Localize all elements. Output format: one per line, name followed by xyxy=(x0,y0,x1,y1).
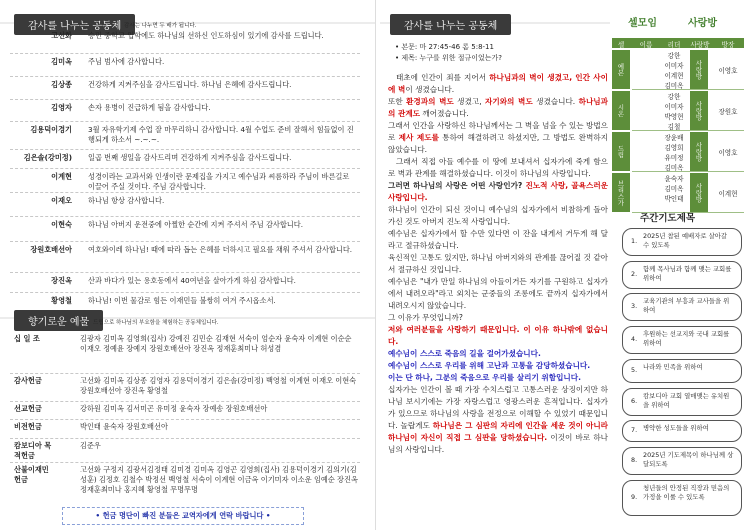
thanks-name: 김미옥 xyxy=(51,57,72,66)
sermon-paragraph xyxy=(388,228,608,252)
cell-member: 이미자 xyxy=(664,103,684,111)
cell-grid-header-cell: 사랑방 xyxy=(690,41,710,49)
offering-footer: • 헌금 명단이 빠진 분들은 교역자에게 연락 바랍니다 • xyxy=(62,507,304,525)
prayer-number: 2. xyxy=(631,270,638,278)
sermon-span: 제사 제도를 xyxy=(398,133,439,142)
cell-member: 박인태 xyxy=(664,195,684,203)
row-divider xyxy=(10,438,360,439)
sermon-paragraph xyxy=(388,312,608,324)
sermon-paragraph xyxy=(388,252,608,276)
thanks-text: 승민 중학교 입학에도 하나님의 선하신 인도하심이 있기에 감사를 드립니다. xyxy=(88,31,324,40)
thanks-section-note: 감사는 나누면 두 배가 됩니다. xyxy=(124,23,197,29)
cell-member: 윤숙자 xyxy=(664,175,684,183)
sermon-paragraph xyxy=(388,96,608,120)
sermon-paragraph xyxy=(388,276,608,312)
sermon-span: 또한 xyxy=(388,97,407,106)
prayer-item xyxy=(622,447,742,475)
thanks-name: 김용덕이경기 xyxy=(30,125,72,134)
sermon-span: 하나님은 그 심판의 자리에 인간을 세운 것이 아니라 하나님이 자신이 직접 그 심판을 당하셨습니다. xyxy=(388,421,608,442)
row-divider xyxy=(10,53,360,54)
prayer-number: 6. xyxy=(631,397,638,405)
prayer-text: 청년들의 안정된 직장과 믿음의 가정을 이룰 수 있도록 xyxy=(643,484,730,501)
prayer-item xyxy=(622,480,742,516)
offering-names: 고선화 김미옥 김상종 김영자 김용덕이경기 김은솔(강미정) 백영철 이계현 이재오 이현숙 장원호배선아 장진옥 황영철 xyxy=(80,376,357,395)
offering-label: 비전헌금 xyxy=(14,422,42,431)
sermon-span: 환경과의 벽도 xyxy=(406,97,454,106)
row-divider xyxy=(10,121,360,122)
sarangbang-name: 사랑방 xyxy=(690,50,708,89)
prayer-item xyxy=(622,326,742,354)
offering-names: 김준우 xyxy=(80,441,101,450)
prayer-item xyxy=(622,228,742,256)
prayer-number: 9. xyxy=(631,493,638,501)
sermon-span: 그러면 하나님의 사랑은 어떤 사랑인가? xyxy=(388,181,526,190)
sermon-span: 이것이 바로 하나님의 사랑입니다. xyxy=(388,433,608,454)
thanks-name: 김은솔(강미정) xyxy=(23,153,72,162)
cell-member: 강한 xyxy=(667,52,681,60)
sermon-span: 깨어졌습니다. xyxy=(420,109,469,118)
cell-group-divider xyxy=(632,171,744,172)
sarangbang-leader: 이영호 xyxy=(718,149,738,157)
prayer-text: 나라와 민족을 위하여 xyxy=(643,363,703,371)
sermon-passage: • 본문: 마 27:45-46 롬 5:8-11 xyxy=(395,43,494,51)
thanks-name: 고선화 xyxy=(51,31,72,40)
cell-group-name: 브리스가 xyxy=(612,173,630,212)
prayer-item xyxy=(622,359,742,383)
row-divider xyxy=(10,401,360,402)
sermon-span: 그래서 직접 아들 예수를 이 땅에 보내셔서 십자가에 죽게 함으로 벽과 관계를 해결하셨습니다. 이것이 하나님의 사랑입니다. xyxy=(388,157,608,178)
row-divider xyxy=(10,272,360,273)
thanks-text: 하나님! 이번 물감로 힘든 이재민들 불쌍히 여겨 주시옵소서. xyxy=(88,296,276,305)
row-divider xyxy=(10,462,360,463)
thanks-section-title: 감사를 나누는 공동체 xyxy=(14,14,135,35)
thanks-name: 이현숙 xyxy=(51,220,72,229)
cell-group-divider xyxy=(632,130,744,131)
offering-label: 선교헌금 xyxy=(14,404,42,413)
sermon-paragraph xyxy=(388,384,608,456)
prayer-item xyxy=(622,388,742,416)
row-divider xyxy=(10,168,360,169)
prayer-text: 캄보디아 교회 열매맺는 유치원을 위하여 xyxy=(643,392,730,409)
offering-label: 감사헌금 xyxy=(14,376,42,385)
sermon-span: 예수님은 십자가에서 할 수만 있다면 이 잔을 내게서 거두게 해 달라고 절규하셨습니다. xyxy=(388,229,608,250)
offering-label: 캄보디아 목적헌금 xyxy=(14,441,52,460)
thanks-text: 여호와이레 하나님! 때에 따라 돕는 은혜를 더하시고 필요를 채워 주셔서 감사합니다. xyxy=(88,245,353,254)
sermon-subject: • 제목: 누구를 위한 절규이었는가? xyxy=(395,54,503,62)
sarangbang-leader: 이영호 xyxy=(718,67,738,75)
thanks-name: 김영자 xyxy=(51,103,72,112)
sermon-body xyxy=(388,72,608,456)
prayer-text: 2025년 기도제목이 하나님께 상달되도록 xyxy=(643,451,734,468)
cell-grid-header-cell: 방장 xyxy=(721,41,735,49)
page-divider xyxy=(375,0,376,530)
row-divider xyxy=(10,149,360,150)
sermon-span: 십자가는 인간이 볼 때 가장 수치스럽고 고통스러운 상징이지만 하나님 보시기에는 가장 자랑스럽고 영광스러운 흔적입니다. 십자가가 있으므로 하나님의 사랑을 전정으로 이해할 수 있었기 때문입니다. 놀랍게도 xyxy=(388,385,608,430)
thanks-text: 손자 용병이 진급하게 됨을 감사합니다. xyxy=(88,103,211,112)
thanks-name: 이재오 xyxy=(51,196,72,205)
prayer-number: 4. xyxy=(631,335,638,343)
sermon-span: 진노적 사랑, 골욕스러운 사랑입니다. xyxy=(388,181,608,202)
prayer-number: 3. xyxy=(631,302,638,310)
thanks-name: 김상종 xyxy=(51,80,72,89)
prayer-number: 7. xyxy=(631,426,638,434)
row-divider xyxy=(10,241,360,242)
prayer-text: 함께 목사님과 함께 맺는 교회를 위하여 xyxy=(643,265,732,282)
cell-member: 김영희 xyxy=(664,144,684,152)
sermon-span: 하나님과의 벽이 생겼고, xyxy=(489,73,573,82)
cell-member: 장윤배 xyxy=(664,134,684,142)
offering-names: 고선화 구정지 김광서김정태 김미경 김미옥 김영곤 김영희(집사) 김용덕이경기 김의기(김성훈) 김정호 김철수 박정선 백영철 서숙이 이계현 이금옥 이기미자 이소운 임예순 장진옥 정재훈최미나 홍지혜 황영철 무명무명 xyxy=(80,465,358,494)
cell-group-name: 예본 xyxy=(612,50,630,89)
prayer-number: 1. xyxy=(631,237,638,245)
prayer-text: 2025년 참된 예배자로 살아갈 수 있도록 xyxy=(643,232,728,249)
thanks-text: 하나님 아버지 운전중에 아찔한 순간에 지켜 주셔서 주님 감사합니다. xyxy=(88,220,303,229)
cell-grid-header xyxy=(612,38,744,48)
row-divider xyxy=(10,373,360,374)
thanks-name: 장진옥 xyxy=(51,276,72,285)
sermon-span: 예수님이 스스로 우리를 위해 고난과 고통을 감당하셨습니다. xyxy=(388,361,591,370)
cell-member: 김철 xyxy=(667,123,681,131)
offering-names: 김광자 김미옥 김영희(집사) 강예진 김민순 김재현 서숙이 엄순자 윤숙자 이계현 이순순 이재오 정예윤 장예지 장원호배선아 장진옥 정재훈최미나 허성겸 xyxy=(80,334,352,353)
offering-label: 산불이재민 헌금 xyxy=(14,465,49,484)
prayer-item xyxy=(622,261,742,289)
sermon-span: 생겼고, xyxy=(453,97,486,106)
prayer-text: 후원하는 선교지와 국내 교회를 위하여 xyxy=(643,330,730,347)
row-divider xyxy=(10,216,360,217)
sermon-span: 이는 단 하나, 그분의 죽음으로 우리를 살리기 위함입니다. xyxy=(388,373,581,382)
cell-member: 이계현 xyxy=(664,72,684,80)
prayer-item xyxy=(622,420,742,442)
cell-group-title: 셀모임 xyxy=(628,18,657,29)
offering-section-title: 향기로운 예물 xyxy=(14,310,103,331)
sermon-paragraph xyxy=(388,348,608,360)
sarangbang-leader: 이계현 xyxy=(718,190,738,198)
prayer-text: 교육기관의 부흥과 교사들을 위하여 xyxy=(643,297,730,314)
thanks-name: 황영철 xyxy=(51,296,72,305)
offering-label: 십 일 조 xyxy=(14,334,40,343)
sermon-paragraph xyxy=(388,156,608,180)
thanks-text: 3월 자유학기제 수업 잘 마무리하니 감사합니다. 4월 수업도 준비 잘해서 힘들없이 진행되게 하소서 ~.~.~. xyxy=(88,125,354,144)
thanks-name: 이계현 xyxy=(51,172,72,181)
cell-member: 강한 xyxy=(667,93,681,101)
sermon-paragraph xyxy=(388,180,608,204)
sermon-span: 그래서 인간을 사랑하신 하나님께서는 그 벽을 넘을 수 있는 방법으로 xyxy=(388,121,608,142)
sarangbang-name: 사랑방 xyxy=(690,91,708,130)
cell-member: 박영현 xyxy=(664,113,684,121)
cell-member: 이미자 xyxy=(664,62,684,70)
sermon-paragraph xyxy=(388,324,608,348)
prayer-number: 5. xyxy=(631,366,638,374)
sermon-paragraph xyxy=(388,204,608,228)
cell-grid-header-cell: 셀 xyxy=(617,41,625,49)
sermon-span: 자기와의 벽도 xyxy=(485,97,533,106)
offering-names: 강하원 김미옥 김서미곤 유미정 윤숙자 장예송 장원호배선아 xyxy=(80,404,268,413)
row-divider xyxy=(10,99,360,100)
sermon-paragraph xyxy=(388,120,608,156)
cell-group-name: 시온 xyxy=(612,91,630,130)
sarangbang-leader: 장원호 xyxy=(718,108,738,116)
sermon-span: 인간 사이에 벽 xyxy=(388,73,608,94)
cell-member: 김미옥 xyxy=(664,82,684,90)
sermon-span: 하나님이 인간이 되신 것이니 예수님의 십자가에서 비참하게 돌아가신 것도 아버지 진노적 사랑입니다. xyxy=(388,205,608,226)
sermon-span: 태초에 인간이 죄를 지어서 xyxy=(396,73,490,82)
cell-grid-header-cell: 리더 xyxy=(667,41,681,49)
prayer-title: 주간기도제목 xyxy=(640,213,696,224)
offering-names: 박인태 윤숙자 장원호배선아 xyxy=(80,422,168,431)
sermon-span: 육신적인 고통도 있지만, 하나님 아버지와의 관계를 끊어질 것 같아서 절규하신 것입니다. xyxy=(388,253,608,274)
sermon-paragraph xyxy=(388,360,608,372)
sermon-span: 생겼습니다. xyxy=(532,97,579,106)
sermon-span: 하나님과의 관계도 xyxy=(388,97,608,118)
sermon-span: 통하여 해결하려고 하셨지만, 그 방법도 완벽하지 않았습니다. xyxy=(388,133,609,154)
cell-member: 김미옥 xyxy=(664,164,684,172)
cell-member: 김미옥 xyxy=(664,185,684,193)
row-divider xyxy=(10,419,360,420)
sermon-paragraph xyxy=(388,372,608,384)
thanks-text: 성경이라는 교과서와 인생이란 문제집을 가지고 예수님과 씨름하라 주님이 바른길로 이끌어 주실 것이다. 주님 감사합니다. xyxy=(88,172,350,191)
offering-section-note: 드립으로 하나님의 부요함을 체험하는 공동체입니다. xyxy=(93,320,219,326)
thanks-text: 건강하게 지켜주심을 감사드립니다. 하나님 은혜에 감사드립니다. xyxy=(88,80,292,89)
thanks-name: 장원호배선아 xyxy=(30,245,72,254)
cell-group-divider xyxy=(632,89,744,90)
sermon-span: 예수님이 스스로 죽음의 길을 걸어가셨습니다. xyxy=(388,349,541,358)
prayer-number: 8. xyxy=(631,456,638,464)
thanks-text: 산과 바다가 있는 용호동에서 40여년을 살아가게 하심 감사합니다. xyxy=(88,276,296,285)
thanks-text: 일곱 번째 생일을 감사드리며 건강하게 지켜주심을 감사드립니다. xyxy=(88,153,292,162)
sarangbang-name: 사랑방 xyxy=(690,132,708,171)
row-divider xyxy=(10,292,360,293)
sermon-span: 그 이유가 무엇입니까? xyxy=(388,313,463,322)
sermon-paragraph xyxy=(388,72,608,96)
sermon-span: 이 생겼습니다. xyxy=(405,85,455,94)
cell-group-name: 드림 xyxy=(612,132,630,171)
prayer-item xyxy=(622,293,742,321)
cell-member: 유미정 xyxy=(664,154,684,162)
sermon-span: 저와 여러분들을 사랑하기 때문입니다. 이 이유 하나밖에 없습니다. xyxy=(388,325,608,346)
thanks-text: 주님 범사에 감사합니다. xyxy=(88,57,165,66)
prayer-text: 병약한 성도들을 위하여 xyxy=(643,424,709,432)
sermon-span: 예수님은 "내가 만일 하나님의 아들이거든 자기를 구원하고 십자가에서 내려오라"라고 외치는 군중들의 조롱에도 끝까지 십자가에서 내려오시지 않았습니다. xyxy=(388,277,608,310)
row-divider xyxy=(10,192,360,193)
sarangbang-name: 사랑방 xyxy=(690,173,708,212)
cell-grid-header-cell: 이름 xyxy=(639,41,653,49)
sermon-section-title: 감사를 나누는 공동체 xyxy=(390,14,511,35)
row-divider xyxy=(10,76,360,77)
sarangbang-title: 사랑방 xyxy=(688,18,717,29)
thanks-text: 하나님 항상 감사합니다. xyxy=(88,196,165,205)
